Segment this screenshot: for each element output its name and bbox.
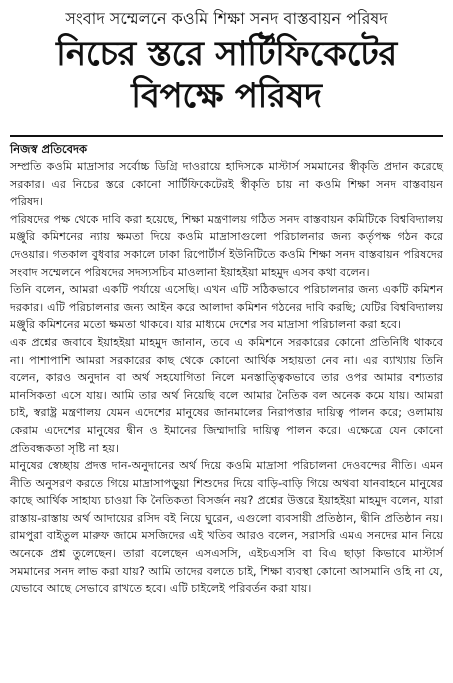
byline: নিজস্ব প্রতিবেদক	[10, 142, 88, 156]
article-paragraph-2: পরিষদের পক্ষ থেকে দাবি করা হয়েছে, শিক্ষা মন্ত্রণালয় গঠিত সনদ বাস্তবায়ন কমিটিকে বিশ্ববিদ্যালয় মঞ্জুরি কমিশনের ন্যায় ক্ষমতা দিয়ে কওমি মাদ্রাসাগুলো পরিচালনার জন্য কর্তৃপক্ষ গঠন করে দেওয়ার। গতকাল বুধবার সকালে ঢাকা রিপোর্টার্স ইউনিটিতে কওমি শিক্ষা সনদ বাস্তবায়ন পরিষদের সংবাদ সম্মেলনে পরিষদের সদস্যসচিব মাওলানা ইয়াহইয়া মাহমুদ এসব কথা বলেন।	[10, 212, 443, 279]
article-paragraph-4: এক প্রশ্নের জবাবে ইয়াহইয়া মাহমুদ জানান, তবে এ কমিশনে সরকারের কোনো প্রতিনিধি থাকবে না। পাশাপাশি আমরা সরকারের কাছ থেকে কোনো আর্থিক সহায়তা নেব না। এর ব্যাখ্যায় তিনি বলেন, কারও অনুদান বা অর্থ সহযোগিতা নিলে মনস্তাত্ত্বিকভাবে তার ওপর আমার বশ্যতার মানসিকতা এসে যায়। আমি তার অর্থ নিয়েছি বলে আমার নৈতিক বল অনেক কমে যায়। আমরা চাই, স্বরাষ্ট্র মন্ত্রণালয় যেমন এদেশের মানুষের জানমালের নিরাপত্তার দায়িত্ব পালন করে; ওলামায় কেরাম এদেশের মানুষের দ্বীন ও ইমানের জিম্মাদারি দায়িত্ব পালন করে। এক্ষেত্রে যেন কোনো প্রতিবন্ধকতা সৃষ্টি না হয়।	[10, 335, 443, 455]
byline-rule	[10, 135, 443, 157]
article-paragraph-3: তিনি বলেন, আমরা একটি পর্যায়ে এসেছি। এখন এটি সঠিকভাবে পরিচালনার জন্য একটি কমিশন দরকার। এটি পরিচালনার জন্য আইন করে আলাদা কমিশন গঠনের দাবি করছি; যেটির বিশ্ববিদ্যালয় মঞ্জুরি কমিশনের মতো ক্ষমতা থাকবে। যার মাধ্যমে দেশের সব মাদ্রাসা পরিচালনা করা হবে।	[10, 283, 443, 332]
headline	[10, 33, 443, 117]
article-paragraph-5: মানুষের স্বেচ্ছায় প্রদত্ত দান-অনুদানের অর্থ দিয়ে কওমি মাদ্রাসা পরিচালনা দেওবন্দের নীতি। এমন নীতি অনুসরণ করতে গিয়ে মাদ্রাসাপড়ুয়া শিশুদের দিয়ে বাড়ি-বাড়ি গিয়ে অথবা যানবাহনে মানুষের কাছে আর্থিক সাহায্য চাওয়া কি নৈতিকতা বিসর্জন নয়? প্রশ্নের উত্তরে ইয়াহইয়া মাহমুদ বলেন, যারা রাস্তায়-রাস্তায় অর্থ আদায়ের রসিদ বই নিয়ে ঘুরেন, এগুলো ব্যবসায়ী প্রতিষ্ঠান, দ্বীনি প্রতিষ্ঠান নয়। রামপুরা বাইতুল মারুফ জামে মসজিদের এই খতিব আরও বলেন, সরাসরি এমএ সনদের মান নিয়ে অনেকে প্রশ্ন তুলেছেন। তারা বলেছেন এসএসসি, এইচএসসি বা বিএ ছাড়া কিভাবে মাস্টার্স সমমানের সনদ লাভ করা যায়? আমি তাদের বলতে চাই, শিক্ষা ব্যবস্থা কোনো আসমানি ওহি না যে, যেভাবে আছে সেভাবে রাখতে হবে। এটি চাইলেই পরিবর্তন করা যায়।	[10, 459, 443, 596]
article-body	[10, 158, 443, 598]
headline-line-2: বিপক্ষে পরিষদ	[131, 76, 322, 116]
article-paragraph-1: সম্প্রতি কওমি মাদ্রাসার সর্বোচ্চ ডিগ্রি দাওরায়ে হাদিসকে মাস্টার্স সমমানের স্বীকৃতি প্রদান করেছে সরকার। এর নিচের স্তরে কোনো সার্টিফিকেটেরই স্বীকৃতি চায় না কওমি শিক্ষা সনদ বাস্তবায়ন পরিষদ।	[10, 160, 443, 209]
kicker: সংবাদ সম্মেলনে কওমি শিক্ষা সনদ বাস্তবায়ন পরিষদ	[65, 9, 388, 28]
headline-line-1: নিচের স্তরে সার্টিফিকেটের	[56, 34, 397, 74]
